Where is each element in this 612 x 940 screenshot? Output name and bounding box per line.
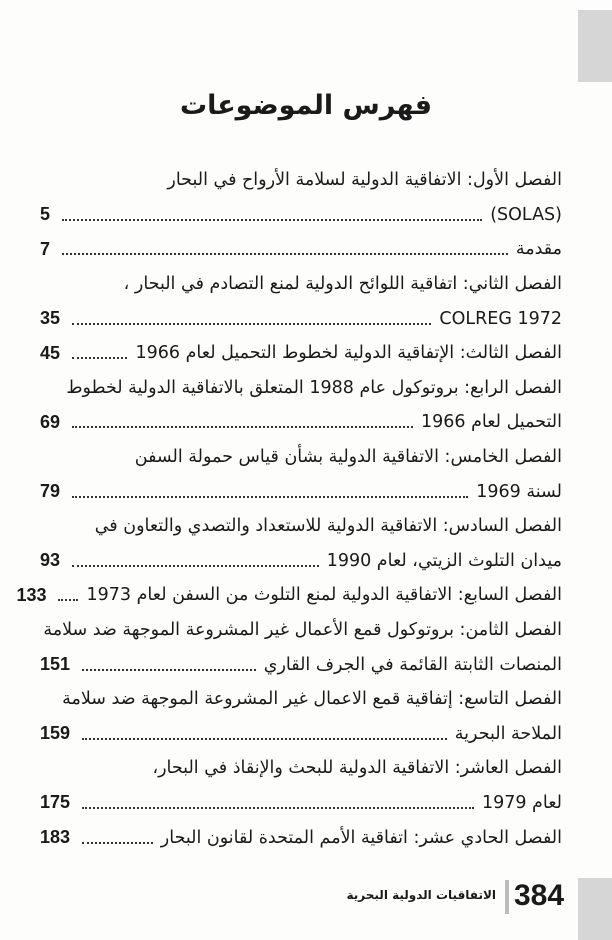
toc-entry-line [40, 267, 562, 302]
toc-entry-text: الفصل الخامس: الاتفاقية الدولية بشأن قياس حمولة السفن [134, 447, 562, 468]
toc-entry-text: الفصل السادس: الاتفاقية الدولية للاستعداد والتصدي والتعاون في [94, 516, 562, 537]
toc-entry-line [40, 509, 562, 544]
toc-entry-line [40, 474, 562, 509]
dot-leader [72, 357, 127, 359]
toc-page-number: 151 [40, 654, 71, 675]
toc-page-number: 79 [40, 481, 61, 502]
toc-entry-text: التحميل لعام 1966 [420, 412, 562, 433]
toc-entry-line [40, 163, 562, 198]
toc-entry-text: الفصل الثاني: اتفاقية اللوائح الدولية لمنع التصادم في البحار ، [123, 274, 562, 295]
running-title: الاتفاقيات الدولية البحرية [346, 888, 496, 902]
toc-entry-text: لعام 1979 [481, 792, 562, 813]
page-title: فهرس الموضوعات [179, 90, 433, 121]
toc-page-number: 159 [40, 723, 71, 744]
toc-page-number: 175 [40, 792, 71, 813]
toc-page-number: 183 [40, 827, 71, 848]
table-of-contents [16, 163, 562, 855]
toc-page-number: 69 [40, 411, 61, 432]
toc-page-number: 5 [40, 204, 51, 225]
dot-leader [82, 842, 153, 844]
toc-entry-text: الفصل الأول: الاتفاقية الدولية لسلامة الأرواح في البحار [167, 170, 562, 191]
toc-entry-text: الفصل الثامن: بروتوكول قمع الأعمال غير المشروعة الموجهة ضد سلامة [43, 620, 562, 641]
toc-entry-line [40, 820, 562, 855]
toc-entry-text: (SOLAS) [490, 204, 562, 225]
page-edge-tab-bottom [578, 878, 612, 940]
page-number: 384 [514, 879, 565, 912]
toc-entry-line [40, 751, 562, 786]
toc-entry-text: ميدان التلوث الزيتي، لعام 1990 [326, 550, 562, 571]
toc-entry-line [40, 682, 562, 717]
toc-entry-text: الملاحة البحرية [454, 723, 562, 744]
toc-entry-text: مقدمة [515, 239, 562, 260]
dot-leader [58, 599, 78, 601]
toc-entry-line [40, 232, 562, 267]
toc-entry-line [40, 717, 562, 752]
toc-entry-line [40, 198, 562, 233]
dot-leader [82, 669, 256, 671]
toc-entry-line [40, 440, 562, 475]
dot-leader [72, 496, 468, 498]
toc-entry-text: لسنة 1969 [476, 481, 562, 502]
toc-page-number: 93 [40, 550, 61, 571]
page-edge-tab [578, 10, 612, 82]
footer-divider [505, 880, 509, 914]
dot-leader [72, 565, 319, 567]
toc-entry-line [40, 405, 562, 440]
dot-leader [62, 219, 482, 221]
toc-entry-text: المنصات الثابتة القائمة في الجرف القاري [263, 654, 562, 675]
toc-entry-text: الفصل السابع: الاتفاقية الدولية لمنع التلوث من السفن لعام 1973 [86, 585, 562, 606]
dot-leader [72, 426, 413, 428]
toc-page-number: 7 [40, 238, 51, 259]
toc-entry-line [40, 336, 562, 371]
toc-entry-line [16, 578, 562, 613]
toc-page-number: 45 [40, 342, 61, 363]
dot-leader [62, 253, 508, 255]
toc-entry-text: الفصل العاشر: الاتفاقية الدولية للبحث والإنقاذ في البحار، [152, 758, 562, 779]
toc-entry-text: COLREG 1972 [439, 308, 562, 329]
toc-entry-line [40, 613, 562, 648]
toc-page-number: 133 [16, 584, 47, 605]
toc-entry-text: الفصل الثالث: الإتفاقية الدولية لخطوط التحميل لعام 1966 [135, 343, 562, 364]
dot-leader [82, 738, 447, 740]
toc-entry-line [40, 647, 562, 682]
toc-page-number: 35 [40, 308, 61, 329]
toc-entry-text: الفصل الحادي عشر: اتفاقية الأمم المتحدة لقانون البحار [160, 827, 562, 848]
dot-leader [82, 807, 474, 809]
toc-entry-line [40, 544, 562, 579]
toc-entry-line [40, 301, 562, 336]
toc-entry-text: الفصل الرابع: بروتوكول عام 1988 المتعلق بالاتفاقية الدولية لخطوط [66, 377, 562, 398]
toc-entry-line [40, 786, 562, 821]
toc-entry-line [40, 371, 562, 406]
toc-entry-text: الفصل التاسع: إتفاقية قمع الاعمال غير المشروعة الموجهة ضد سلامة [62, 689, 562, 710]
dot-leader [72, 323, 431, 325]
